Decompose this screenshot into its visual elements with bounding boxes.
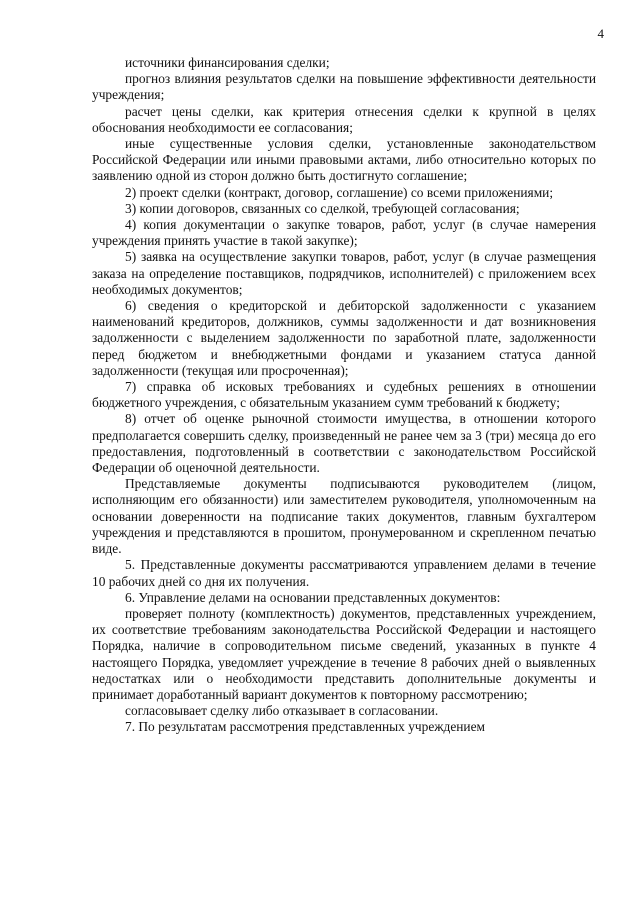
paragraph-item-3: 3) копии договоров, связанных со сделкой, требующей согласования; <box>125 200 520 216</box>
paragraph-item-6: 6) сведения о кредиторской и дебиторской задолженности с указанием наименований кредиторов, должников, суммы задолженности и дат возникновения задолженности с выделением задолженности по заработной плате, задолженности перед бюджетом и внебюджетными фондами и указанием статуса данной задолженности (текущая или просроченная); <box>92 298 596 378</box>
paragraph-item-8: 8) отчет об оценке рыночной стоимости имущества, в отношении которого предполагается совершить сделку, произведенный не ранее чем за 3 (три) месяца до его предоставления, подготовленный в соответствии с законодательством Российской Федерации об оценочной деятельности. <box>92 411 596 476</box>
paragraph-other-conditions: иные существенные условия сделки, установленные законодательством Российской Федерации или иными правовыми актами, либо относительно которых по заявлению одной из сторон должно быть достигнуто соглашение; <box>92 136 596 184</box>
document-body <box>92 55 596 736</box>
paragraph-section-5: 5. Представленные документы рассматриваются управлением делами в течение 10 рабочих дней со дня их получения. <box>92 557 596 589</box>
paragraph-signing-rules: Представляемые документы подписываются руководителем (лицом, исполняющим его обязанности) или заместителем руководителя, уполномоченным на основании доверенности на подписание таких документов, главным бухгалтером учреждения и представляются в прошитом, пронумерованном и скрепленном печатью виде. <box>92 476 596 557</box>
paragraph-financing-sources: источники финансирования сделки; <box>125 55 330 70</box>
paragraph-completeness-check: проверяет полноту (комплектность) документов, представленных учреждением, их соответствие требованиям законодательства Российской Федерации и настоящего Порядка, наличие в сопроводительном письме сведений, указанных в пункте 4 настоящего Порядка, уведомляет учреждение в течение 8 рабочих дней о выявленных недостатках или о необходимости представить дополнительные документы и принимает доработанный вариант документов к повторному рассмотрению; <box>92 605 596 702</box>
paragraph-item-7: 7) справка об исковых требованиях и судебных решениях в отношении бюджетного учреждения, с обязательным указанием сумм требований к бюджету; <box>92 379 596 411</box>
paragraph-section-6: 6. Управление делами на основании представленных документов: <box>125 589 501 605</box>
paragraph-item-4: 4) копия документации о закупке товаров, работ, услуг (в случае намерения учреждения принять участие в такой закупке); <box>92 217 596 249</box>
paragraph-approval-decision: согласовывает сделку либо отказывает в согласовании. <box>125 703 439 719</box>
paragraph-item-2: 2) проект сделки (контракт, договор, соглашение) со всеми приложениями; <box>125 184 554 200</box>
paragraph-section-7: 7. По результатам рассмотрения представленных учреждением <box>125 719 486 735</box>
paragraph-item-5: 5) заявка на осуществление закупки товаров, работ, услуг (в случае размещения заказа на определение поставщиков, подрядчиков, исполнителей) с приложением всех необходимых документов; <box>92 249 596 297</box>
paragraph-price-calculation: расчет цены сделки, как критерия отнесения сделки к крупной в целях обоснования необходимости ее согласования; <box>92 103 596 135</box>
page-number: 4 <box>597 26 604 41</box>
paragraph-efficiency-forecast: прогноз влияния результатов сделки на повышение эффективности деятельности учреждения; <box>92 71 596 103</box>
